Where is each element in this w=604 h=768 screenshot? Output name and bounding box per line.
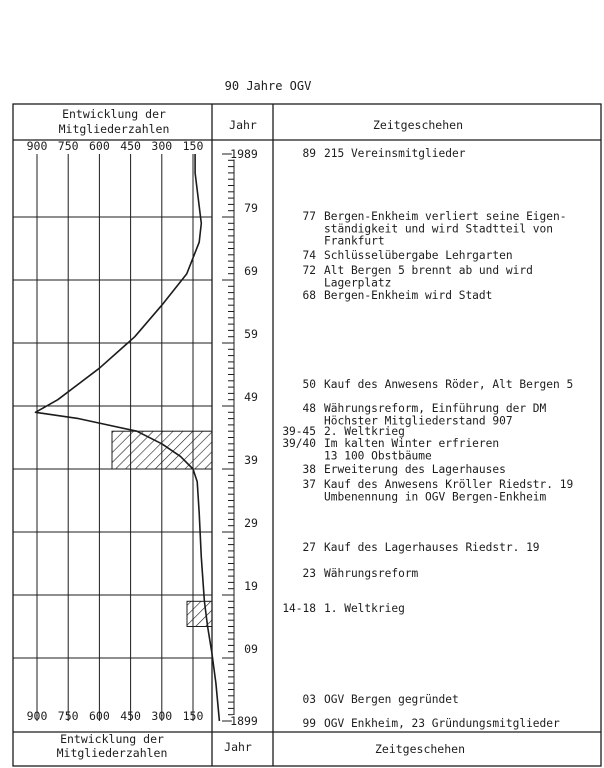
top-member-tick-300: 300 [151, 139, 173, 153]
top-member-tick-750: 750 [57, 139, 79, 153]
event-year: 23 [302, 567, 316, 580]
shaded-period-2 [187, 601, 212, 626]
year-label-29: 29 [244, 516, 258, 530]
event-item [303, 264, 533, 289]
event-item [303, 463, 506, 476]
event-year: 89 [302, 147, 316, 160]
event-text: Währungsreform [324, 567, 419, 580]
event-item [303, 289, 493, 302]
event-text: 1. Weltkrieg [324, 602, 405, 615]
header-left-line1: Entwicklung der [62, 107, 166, 121]
top-member-tick-600: 600 [89, 139, 110, 153]
event-item [303, 402, 547, 427]
bottom-member-tick-450: 450 [120, 709, 141, 723]
footer-events: Zeitgeschehen [374, 742, 466, 756]
event-text: OGV Bergen gegründet [324, 693, 459, 706]
event-text: Lagerplatz [324, 276, 392, 290]
event-item [303, 147, 466, 160]
event-year: 77 [302, 210, 316, 223]
bottom-member-tick-300: 300 [151, 709, 173, 723]
event-year: 39-45 [282, 425, 316, 438]
year-label-49: 49 [244, 390, 258, 404]
event-text: Höchster Mitgliederstand 907 [324, 414, 513, 428]
bottom-member-tick-750: 750 [57, 709, 79, 723]
event-year: 99 [302, 717, 316, 730]
event-list [282, 147, 573, 730]
event-item [282, 602, 405, 615]
header-events: Zeitgeschehen [372, 118, 464, 132]
year-label-1989: 1989 [230, 147, 258, 161]
year-axis [222, 147, 258, 728]
event-item [303, 249, 513, 262]
event-year: 74 [302, 249, 316, 262]
top-member-tick-450: 450 [120, 139, 141, 153]
event-item [303, 567, 419, 580]
event-year: 68 [302, 289, 316, 302]
page-title: 90 Jahre OGV [224, 79, 312, 93]
event-text: Währungsreform, Einführung der DM [324, 402, 547, 415]
event-year: 48 [302, 402, 316, 415]
event-text: Kauf des Anwesens Kröller Riedstr. 19 [324, 478, 574, 491]
event-year: 37 [302, 478, 316, 491]
year-label-69: 69 [244, 264, 258, 278]
event-year: 39/40 [282, 437, 316, 450]
event-text: Frankfurt [324, 234, 385, 248]
event-text: Kauf des Anwesens Röder, Alt Bergen 5 [324, 378, 574, 391]
year-label-79: 79 [244, 201, 258, 215]
event-item [303, 210, 567, 248]
bottom-member-tick-150: 150 [182, 709, 204, 723]
event-item [282, 437, 499, 462]
event-text: 13 100 Obstbäume [324, 449, 432, 463]
event-text: OGV Enkheim, 23 Gründungsmitglieder [324, 717, 560, 730]
event-text: Schlüsselübergabe Lehrgarten [324, 249, 513, 262]
header-left-line2: Mitgliederzahlen [58, 122, 170, 136]
event-year: 03 [302, 693, 316, 706]
event-year: 14-18 [282, 602, 316, 615]
event-text: 215 Vereinsmitglieder [324, 147, 466, 160]
event-year: 38 [302, 463, 316, 476]
event-year: 50 [302, 378, 316, 391]
footer-left-line1: Entwicklung der [60, 732, 164, 746]
event-text: Umbenennung in OGV Bergen-Enkheim [324, 490, 547, 504]
year-label-39: 39 [244, 453, 258, 467]
event-text: Kauf des Lagerhauses Riedstr. 19 [324, 541, 540, 554]
year-label-59: 59 [244, 327, 258, 341]
event-item [303, 378, 574, 391]
header-year: Jahr [229, 118, 257, 132]
top-member-tick-900: 900 [26, 139, 48, 153]
event-text: Bergen-Enkheim wird Stadt [324, 289, 493, 302]
event-year: 72 [302, 264, 316, 277]
event-text: Erweiterung des Lagerhauses [324, 463, 506, 476]
event-text: 2. Weltkrieg [324, 425, 405, 438]
year-label-09: 09 [244, 642, 258, 656]
event-year: 27 [302, 541, 316, 554]
year-label-1899: 1899 [230, 714, 258, 728]
top-member-tick-150: 150 [182, 139, 204, 153]
bottom-member-tick-900: 900 [26, 709, 48, 723]
bottom-member-tick-600: 600 [89, 709, 110, 723]
event-text: Bergen-Enkheim verliert seine Eigen- [324, 210, 567, 223]
event-item [303, 717, 560, 730]
event-item [303, 478, 574, 503]
event-item [303, 693, 459, 706]
footer-year: Jahr [224, 740, 252, 754]
event-text: Im kalten Winter erfrieren [324, 437, 500, 450]
year-label-19: 19 [244, 579, 258, 593]
event-item [303, 541, 540, 554]
event-text: ständigkeit und wird Stadtteil von [324, 222, 554, 236]
event-text: Alt Bergen 5 brennt ab und wird [324, 264, 533, 277]
footer-left-line2: Mitgliederzahlen [56, 746, 168, 760]
